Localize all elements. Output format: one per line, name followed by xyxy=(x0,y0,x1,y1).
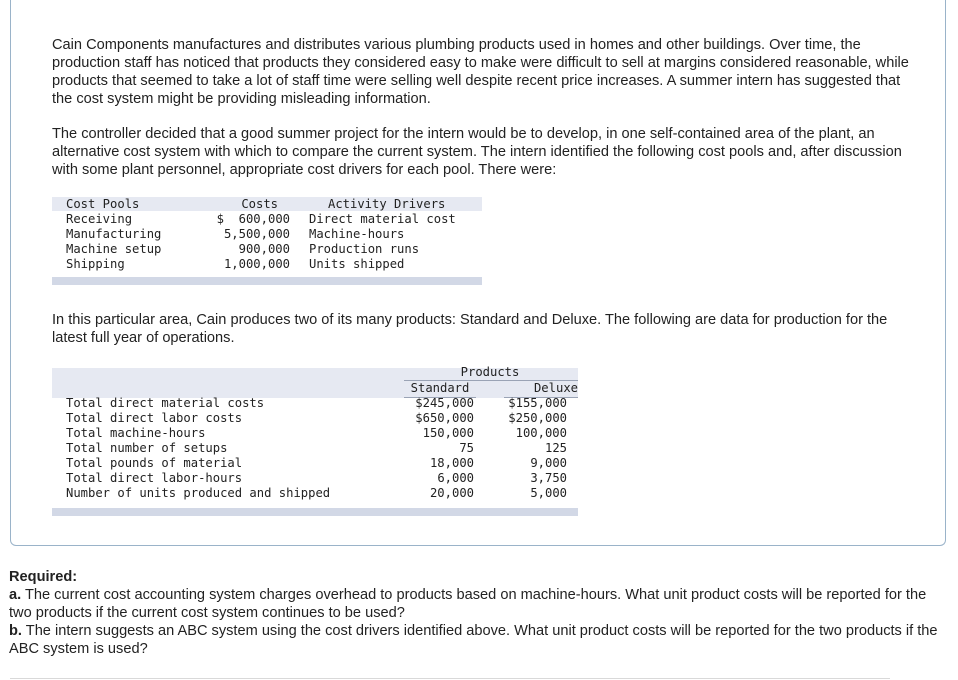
part-b-label: b. xyxy=(9,623,22,639)
table-row xyxy=(52,426,578,441)
products-bottom-band xyxy=(52,508,578,516)
row-label: Total machine-hours xyxy=(66,426,206,440)
standard-value: 6,000 xyxy=(437,471,474,485)
products-title: Products xyxy=(460,365,520,379)
header-activity-drivers: Activity Drivers xyxy=(328,197,446,211)
pool-name: Machine setup xyxy=(66,242,162,256)
header-costs: Costs xyxy=(241,197,278,211)
row-label: Total direct labor-hours xyxy=(66,471,243,485)
cost-pools-header-row xyxy=(52,197,482,212)
required-part-a xyxy=(9,586,939,622)
pool-driver: Direct material cost xyxy=(309,212,456,226)
row-label: Total direct labor costs xyxy=(66,411,243,425)
pool-cost: 5,500,000 xyxy=(223,227,290,241)
deluxe-value: 3,750 xyxy=(530,471,567,485)
deluxe-value: 125 xyxy=(544,441,567,455)
pool-name: Shipping xyxy=(66,257,125,271)
standard-value: 150,000 xyxy=(422,426,474,440)
part-a-text: The current cost accounting system charges overhead to products based on machine-hours. What unit product costs will be reported for the two products if the current cost system continues to be used? xyxy=(9,587,927,621)
table-row xyxy=(52,242,482,257)
table-row xyxy=(52,212,482,227)
standard-value: 75 xyxy=(459,441,474,455)
standard-value: 18,000 xyxy=(429,456,474,470)
intro-paragraph-1: Cain Components manufactures and distributes various plumbing products used in homes and other buildings. Over time, the production staff has noticed that products they considered easy to make were difficult to sell at margins considered reasonable, while products that seemed to take a lot of staff time were selling well despite recent price increases. A summer intern has suggested that the cost system might be providing misleading information. xyxy=(52,37,909,107)
standard-value: $650,000 xyxy=(415,411,474,425)
column-standard: Standard xyxy=(410,381,470,395)
row-label: Total number of setups xyxy=(66,441,228,455)
pool-name: Manufacturing xyxy=(66,227,162,241)
deluxe-value: 5,000 xyxy=(530,486,567,500)
required-part-b xyxy=(9,622,939,658)
cost-pools-table xyxy=(52,197,482,287)
table-row xyxy=(52,396,578,411)
standard-value: $245,000 xyxy=(415,396,474,410)
pool-name: Receiving xyxy=(66,212,133,226)
deluxe-value: $155,000 xyxy=(508,396,567,410)
products-table xyxy=(52,364,578,516)
intro-paragraph-3: In this particular area, Cain produces two of its many products: Standard and Deluxe. The following are data for production for the latest full year of operations. xyxy=(52,312,888,346)
row-label: Total pounds of material xyxy=(66,456,243,470)
table-row xyxy=(52,471,578,486)
table-row xyxy=(52,486,578,501)
table-row xyxy=(52,227,482,242)
pool-cost: 900,000 xyxy=(238,242,290,256)
part-a-label: a. xyxy=(9,587,22,603)
pool-driver: Production runs xyxy=(309,242,420,256)
column-deluxe: Deluxe xyxy=(533,381,578,395)
table-row xyxy=(52,456,578,471)
deluxe-value: 9,000 xyxy=(530,456,567,470)
table-row xyxy=(52,441,578,456)
intro-paragraph-2: The controller decided that a good summer project for the intern would be to develop, in one self-contained area of the plant, an alternative cost system with which to compare the current system. The intern identified the following cost pools and, after discussion with some plant personnel, appropriate cost drivers for each pool. There were: xyxy=(52,126,902,178)
deluxe-value: 100,000 xyxy=(515,426,567,440)
pool-driver: Machine-hours xyxy=(309,227,405,241)
table-row xyxy=(52,411,578,426)
part-b-text: The intern suggests an ABC system using the cost drivers identified above. What unit product costs will be reported for the two products if the ABC system is used? xyxy=(9,623,938,657)
cost-pools-bottom-band xyxy=(52,277,482,285)
row-label: Total direct material costs xyxy=(66,396,265,410)
pool-cost: $ 600,000 xyxy=(216,212,290,226)
pool-cost: 1,000,000 xyxy=(223,257,290,271)
standard-value: 20,000 xyxy=(429,486,474,500)
row-label: Number of units produced and shipped xyxy=(66,486,331,500)
bottom-divider xyxy=(10,678,890,679)
required-heading: Required: xyxy=(9,569,78,585)
pool-driver: Units shipped xyxy=(309,257,405,271)
table-row xyxy=(52,257,482,272)
deluxe-value: $250,000 xyxy=(508,411,567,425)
header-cost-pools: Cost Pools xyxy=(66,197,140,211)
